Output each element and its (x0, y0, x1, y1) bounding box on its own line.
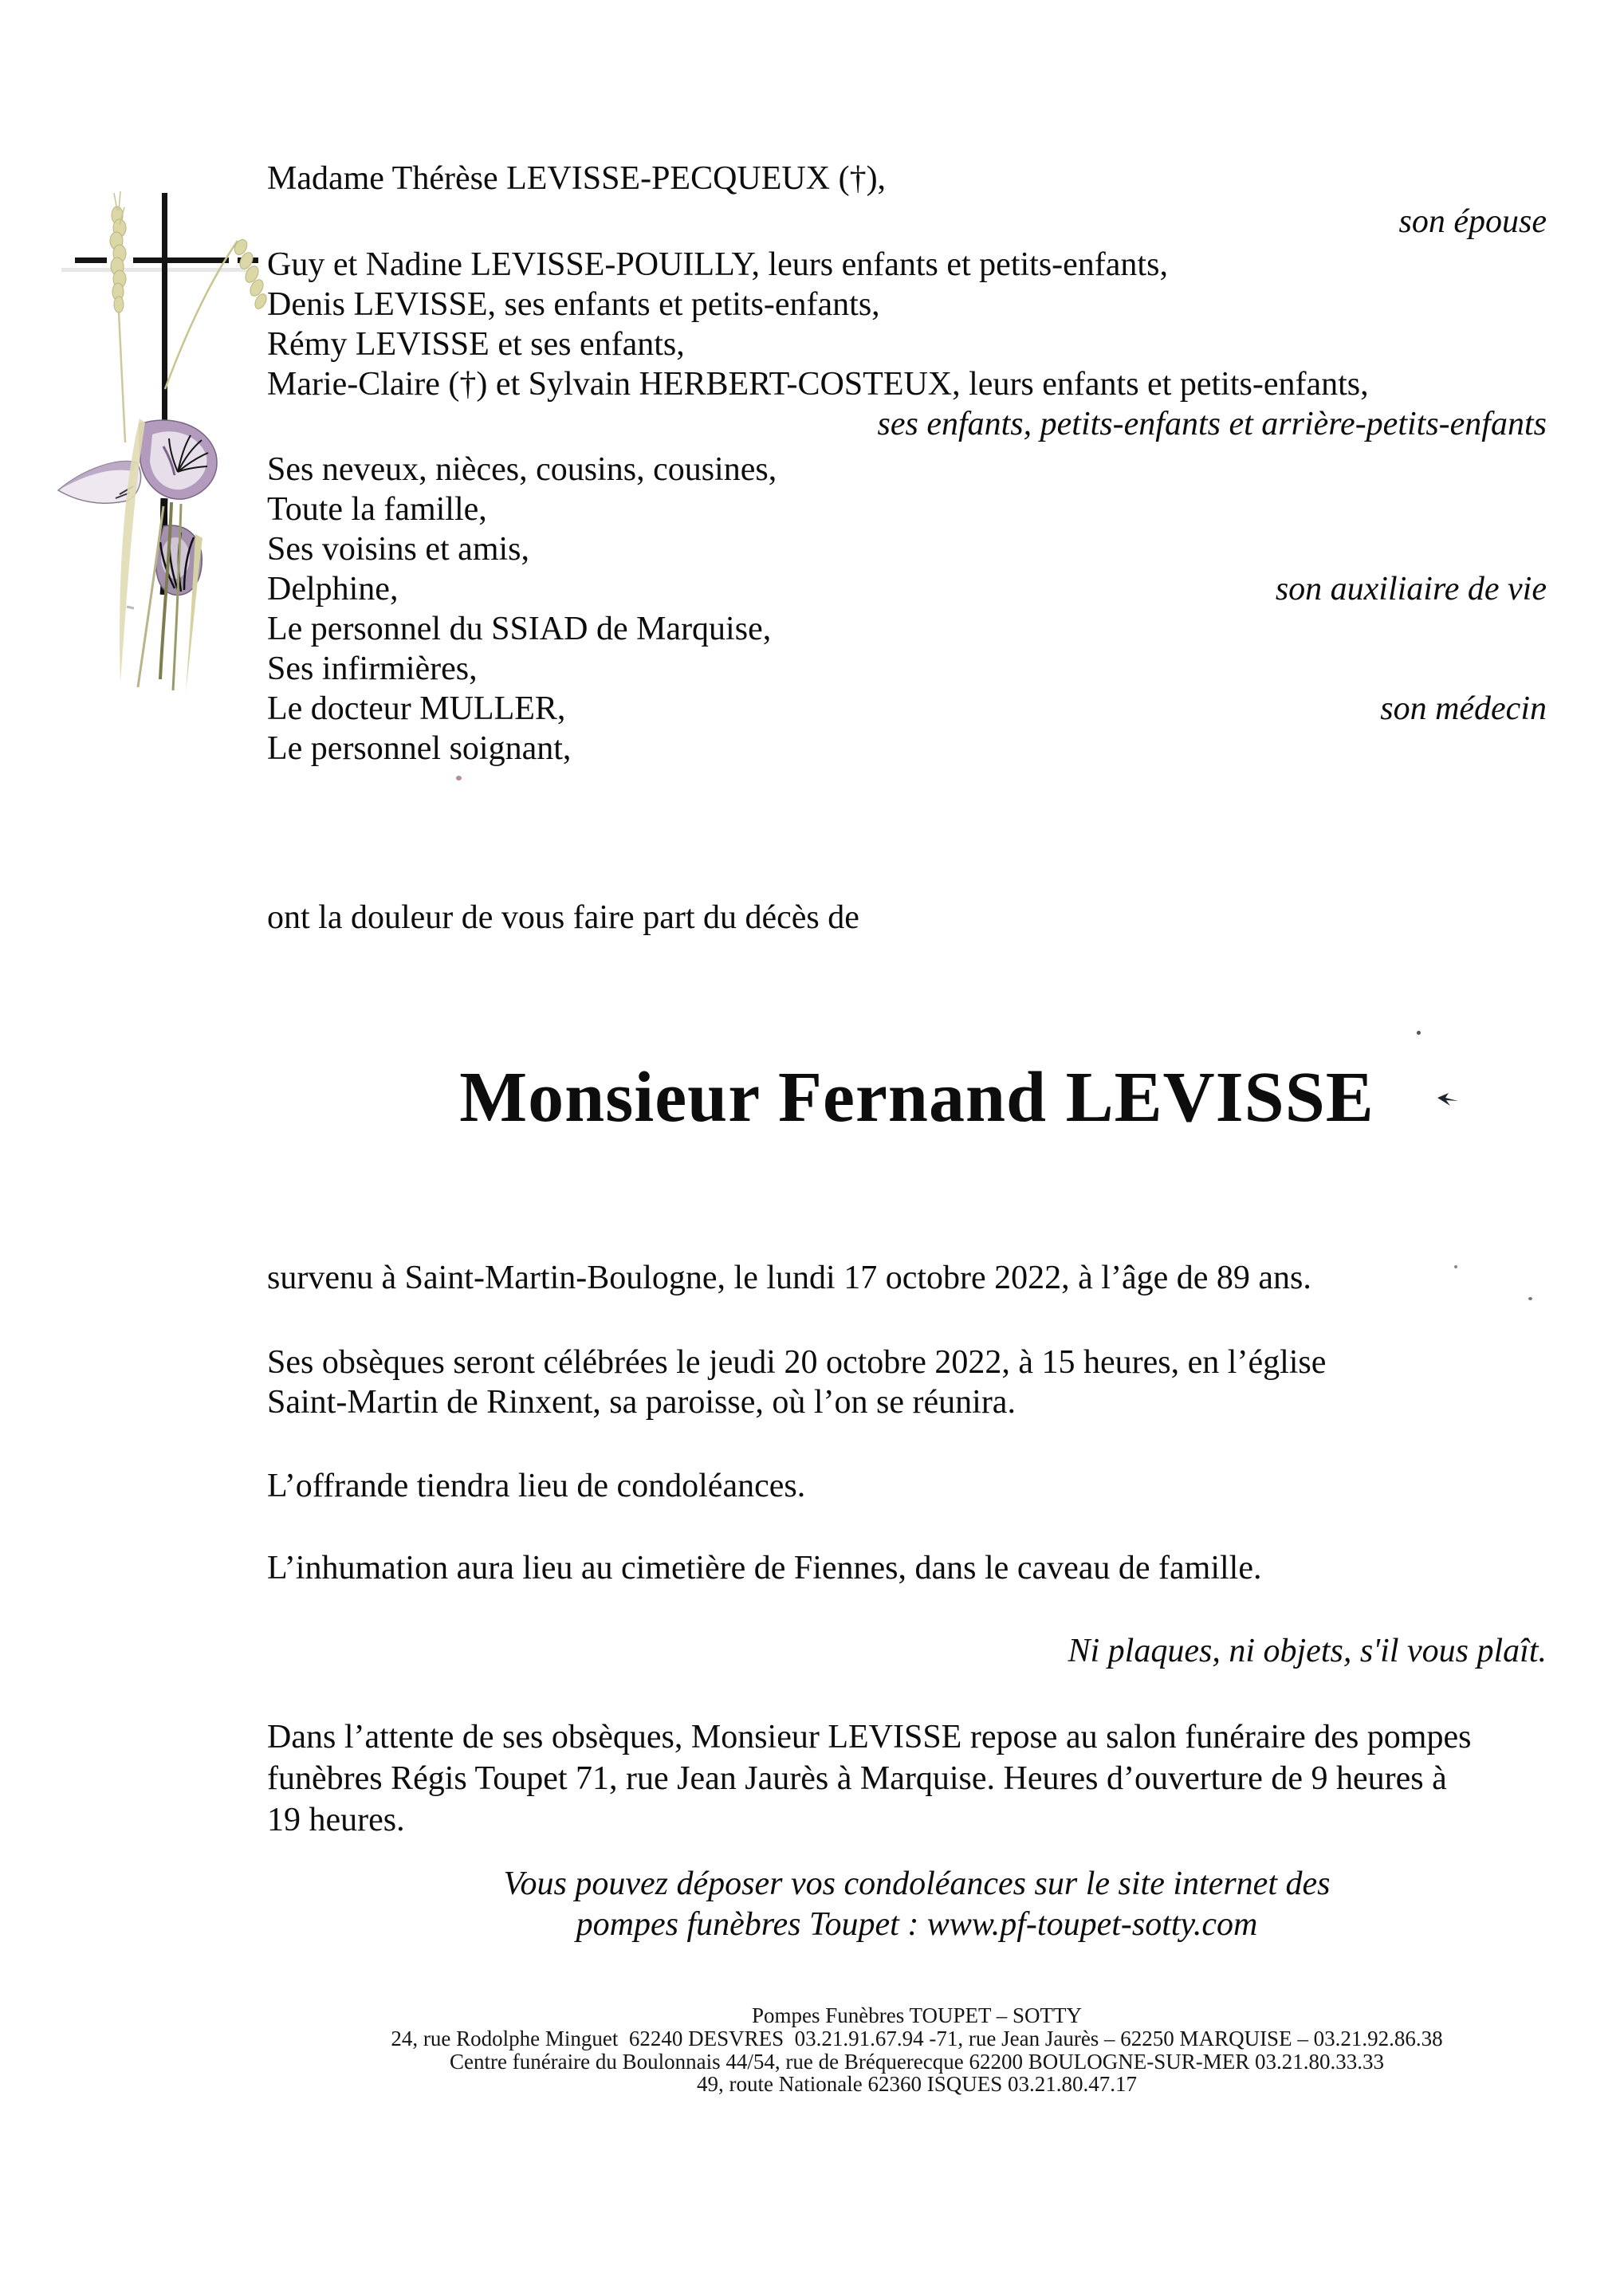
family-line-guy: Guy et Nadine LEVISSE-POUILLY, leurs enfants et petits-enfants, (267, 246, 1168, 283)
cross-lilies-wheat-illustration (44, 183, 271, 694)
death-details-line: survenu à Saint-Martin-Boulogne, le lundi 17 octobre 2022, à l’âge de 89 ans. (267, 1260, 1311, 1296)
gray-smear (61, 268, 258, 272)
family-line-denis: Denis LEVISSE, ses enfants et petits-enfants, (267, 286, 880, 323)
funeral-line-2: Saint-Martin de Rinxent, sa paroisse, où l’on se réunira. (267, 1384, 1016, 1421)
footer-address-line-3: 49, route Nationale 62360 ISQUES 03.21.80.47.17 (697, 2072, 1137, 2096)
family-line-famille: Toute la famille, (267, 491, 487, 528)
role-auxiliaire: son auxiliaire de vie (1275, 571, 1547, 607)
family-line-madame: Madame Thérèse LEVISSE-PECQUEUX (†), (267, 160, 887, 197)
role-medecin: son médecin (1380, 690, 1547, 727)
repose-line-1: Dans l’attente de ses obsèques, Monsieur LEVISSE repose au salon funéraire des pompes (267, 1719, 1472, 1755)
scan-artifact-pink-speck (456, 776, 462, 780)
family-line-marie-claire: Marie-Claire (†) et Sylvain HERBERT-COSTEUX, leurs enfants et petits-enfants, (267, 366, 1369, 403)
repose-line-2: funèbres Régis Toupet 71, rue Jean Jaurès à Marquise. Heures d’ouverture de 9 heures à (267, 1760, 1447, 1797)
offering-line: L’offrande tiendra lieu de condoléances. (267, 1468, 806, 1504)
footer-company-name: Pompes Funèbres TOUPET – SOTTY (751, 2003, 1083, 2027)
request-line: Ni plaques, ni objets, s'il vous plaît. (1068, 1633, 1547, 1669)
family-line-infirmieres: Ses infirmières, (267, 651, 478, 687)
scan-artifact-arrow-mark (1437, 1092, 1459, 1107)
cross-horizontal-bar (75, 258, 258, 263)
footer-address-line-2: Centre funéraire du Boulonnais 44/54, rue de Bréquerecque 62200 BOULOGNE-SUR-MER 03.21.80.33.33 (449, 2050, 1385, 2074)
family-line-ssiad: Le personnel du SSIAD de Marquise, (267, 611, 772, 647)
footer-address-line-1: 24, rue Rodolphe Minguet 62240 DESVRES 03.21.91.67.94 -71, rue Jean Jaurès – 62250 MARQUISE – 03.21.92.86.38 (391, 2027, 1443, 2050)
condolences-line-2: pompes funèbres Toupet : www.pf-toupet-sotty.com (576, 1906, 1258, 1943)
opening-line: ont la douleur de vous faire part du décès de (267, 899, 859, 936)
condolences-line-1: Vous pouvez déposer vos condoléances sur le site internet des (503, 1866, 1331, 1902)
funeral-line-1: Ses obsèques seront célébrées le jeudi 20 octobre 2022, à 15 heures, en l’église (267, 1344, 1327, 1381)
family-line-remy: Rémy LEVISSE et ses enfants, (267, 326, 685, 363)
scan-artifact-dot-3 (1528, 1297, 1532, 1300)
family-line-soignant: Le personnel soignant, (267, 730, 572, 767)
scan-artifact-dot-1 (1417, 1031, 1421, 1035)
role-descendants: ses enfants, petits-enfants et arrière-petits-enfants (877, 406, 1547, 442)
role-son-epouse: son épouse (1398, 203, 1547, 240)
deceased-name-title: Monsieur Fernand LEVISSE (459, 1058, 1374, 1137)
calla-bloom-main (140, 420, 217, 499)
family-line-delphine: Delphine, (267, 571, 399, 607)
family-line-docteur: Le docteur MULLER, (267, 690, 566, 727)
family-line-voisins: Ses voisins et amis, (267, 531, 530, 568)
scan-artifact-dot-2 (1454, 1265, 1457, 1268)
burial-line: L’inhumation aura lieu au cimetière de Fiennes, dans le caveau de famille. (267, 1550, 1262, 1586)
wheat-ear-left (110, 191, 126, 442)
cross-vertical-bar (162, 193, 167, 432)
family-line-neveux: Ses neveux, nièces, cousins, cousines, (267, 451, 777, 488)
repose-line-3: 19 heures. (267, 1802, 405, 1838)
